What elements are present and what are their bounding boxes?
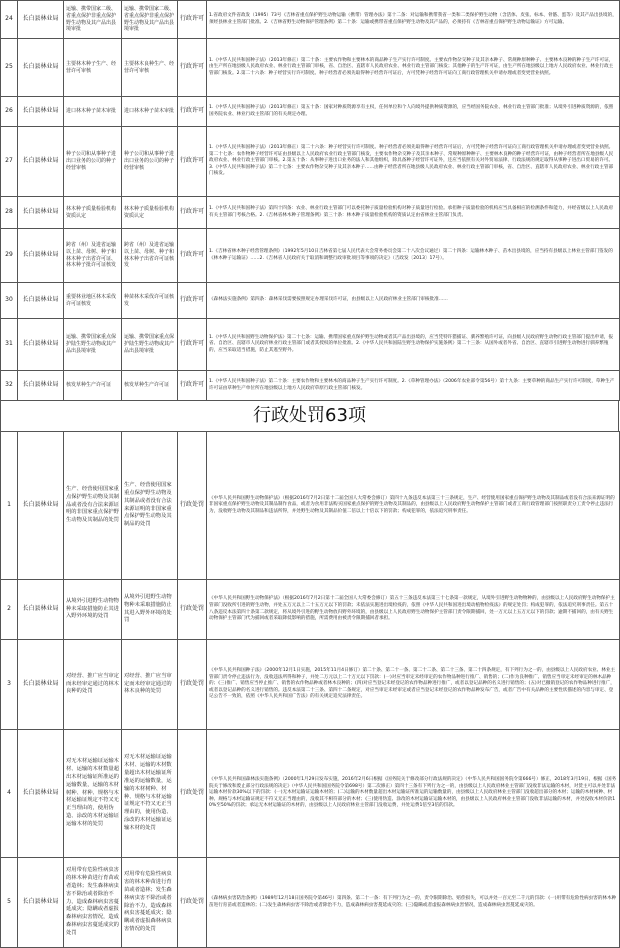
item-name: 主要林木种子生产、经营许可审核 [64,39,122,97]
table-row [1,127,620,197]
item-category: 行政处罚 [178,858,207,948]
legal-basis: 《中华人民共和国野生动物保护法》（根据2016年7月2日第十二届全国人大常委会修订）第四十九条违反本法第三十三条规定，生产、经营使用国家重点保护野生动物及其制品或者没有合法来源证明的非国家重点保护野生动物及其制品制作食品，或者为食用非法购买国家重点保护的野生动物及其制品的，由县级以上人民政府野生动物保护主管部门或者工商行政管理部门按照职责分工责令停止违法行为，没收野生动物及其制品和违法所得，并处野生动物及其制品价值二倍以上十倍以下的罚款；构成犯罪的，依法追究刑事责任。 [207,432,620,580]
row-number: 5 [1,858,18,948]
item-name: 运输、携带国家重点保护陆生野生动物或其产品出县境审批 [64,319,122,371]
item-name: 重要林业地区林木采伐许可证核发 [64,283,122,319]
row-number: 1 [1,432,18,580]
item-category: 行政许可 [178,127,207,197]
row-number: 4 [1,730,18,858]
legal-basis: 1.《吉林省林木种子经营管理条例》（1992年5月10日吉林省第七届人民代表大会常务委员会第二十八次会议通过）第二十四条：运输林木种子、苗木出县境的，应当持有县级以上林业主管部门签发的《林木种子运输证》……2.《吉林省人民政府关于取消和调整行政审批项目等事项的决定》（吉政发〔2013〕17号）。 [207,229,620,283]
item-category: 行政许可 [178,39,207,97]
item-name: 运输、携带国家二级、省重点保护非重点保护野生动物及其产品出县境审批 [64,1,122,39]
item-name: 从境外引进野生动物物种未采取措施防止其进入野外环境的处罚 [64,580,122,640]
table-row [1,1,620,39]
item-name: 对经营、推广应当审定而未经审定通过的林木良种的处罚 [64,640,122,730]
row-number: 24 [1,1,18,39]
row-number: 26 [1,97,18,127]
table-row [1,730,620,858]
table-row [1,39,620,97]
legal-basis: 《森林法实施条例》第四条：森林采伐需要按照规定办理采伐许可证，由县级以上人民政府林业主管部门审核批准…… [207,283,620,319]
department: 长白县林业局 [18,229,64,283]
row-number: 28 [1,197,18,229]
department: 长白县林业局 [18,432,64,580]
item-name: 跨省（州）及进省运输以上苗、母树、种子和林木种子出省许可证、林木种子批许可证核发 [64,229,122,283]
item-name: 对用带有危险性病虫害的林木种苗进行育苗或者造林；发生森林病虫害不除治或者除治不力，造成森林病虫害蔓延成灾；隐瞒或者虚报森林病虫害情况，造成森林病虫害蔓延成灾的处罚 [64,858,122,948]
legal-basis: 1.省政府文件省政发（1995）73号《吉林省重点保护野生动物运输（携带）管理办法》第十二条：对运输和携带我省一类和二类保护野生动物（含活体、皮张、标本、骨骼、蛋等）及其产品出县境的，须经县林业主管部门批准。2.《吉林省野生动物保护管理条例》第二十条：运输或携带省重点保护野生动物及其产品的，必须持有《吉林省重点保护野生动物运输证》方可运输。 [207,1,620,39]
item-category: 行政许可 [178,97,207,127]
table-row [1,283,620,319]
item-category: 行政处罚 [178,580,207,640]
department: 长白县林业局 [18,283,64,319]
table-row [1,319,620,371]
item-name: 种子公司和从事种子进出口业务的公司的种子经营审核 [64,127,122,197]
item-name: 进口林木种子苗木审批 [64,97,122,127]
item-subname: 对无木材运输证运输木材、运输的木材数量超出木材运输证所准运的运输数量，运输的木材树种、材种、规格与木材运输证规定不符又无正当理由的，使用伪造、涂改的木材运输证运输木材的处罚 [122,730,178,858]
department: 长白县林业局 [18,640,64,730]
table-row [1,197,620,229]
row-number: 2 [1,580,18,640]
item-subname: 对用带有危险性病虫害的林木种苗进行育苗或者造林；发生森林病虫害不除治或者除治不力，造成森林病虫害蔓延成灾；隐瞒或者虚报森林病虫害情况的处罚 [122,858,178,948]
row-number: 32 [1,371,18,401]
item-name: 对无木材运输证运输木材、运输的木材数量超出木材运输证所准运的运输数量，运输的木材树种、材种、规格与木材运输证规定不符又无正当理由的，使用伪造、涂改的木材运输证运输木材的处罚 [64,730,122,858]
department: 长白县林业局 [18,580,64,640]
table-row [1,640,620,730]
approval-table [0,0,620,401]
legal-basis: 《森林病虫害防治条例》（1989年12月18日国务院令第46号）第四条、第二十一条：有下列行为之一的，责令限期除治、赔偿损失，可以并处一百元至二千元的罚款：(一)用带有危险性病虫害的林木种苗进行育苗或者造林的；(二)发生森林病虫害不除治或者除治不力，造成森林病虫害蔓延成灾的；(三)隐瞒或者虚报森林病虫害情况，造成森林病虫害蔓延成灾的。 [207,858,620,948]
item-category: 行政处罚 [178,640,207,730]
item-category: 行政许可 [178,371,207,401]
legal-basis: 《中华人民共和国种子法》（2000年12月1日实施，2015年11月4日修订）第二十条、第二十一条、第二十二条、第二十三条、第二十四条规定，有下列行为之一的，由县级以上人民政府农业、林业主管部门责令停止违法行为，没收违法所得和种子，并处二万元以上二十万元以下罚款：(一)对应当审定未经审定的农作物品种进行推广、销售的；(二)作为良种推广、销售应当审定未经审定的林木品种的；(三)推广、销售应当停止推广、销售的农作物品种或者林木良种的；(四)对应当登记未经登记的农作物品种进行推广，或者以登记品种的名义进行销售的；(五)对已撤销登记的农作物品种进行推广，或者以登记品种的名义进行销售的。违反本法第二十三条、第四十二条规定，对应当审定未经审定或者应当登记未经登记的农作物品种发布广告，或者广告中有关品种的主要性状描述的内容与审定、登记公告不一致的，依照《中华人民共和国广告法》的有关规定追究法律责任。 [207,640,620,730]
table-row [1,580,620,640]
table-row [1,229,620,283]
department: 长白县林业局 [18,39,64,97]
legal-basis: 《中华人民共和国森林法实施条例》（2000年1月29日发布实施，2016年2月6日根据《国务院关于修改部分行政法规的决定》（中华人民共和国国务院令第666号）修正，2018年3月19日，根据《国务院关于修改和废止部分行政法规的决定》（中华人民共和国国务院令第698号）第二次修正）第四十三条有下列行为之一的，由县级以上人民政府林业主管部门没收非法运输的木材，对货主可以并处非法运输木材价款30%以下的罚款：(一)无木材运输证运输木材的；(二)运输的木材数量超出木材运输证所准运的运输数量的，由县级以上人民政府林业主管部门没收超出部分的木材；运输的木材树种、材种、规格与木材运输证规定不符又无正当理由的，没收其不相符部分的木材；(三)使用伪造、涂改的木材运输证运输木材的，由县级以上人民政府林业主管部门没收非法运输的木材，并处没收木材价款10%至50%的罚款；承运无木材运输证的木材的，由县级以上人民政府林业主管部门没收运费，并处运费1倍至3倍的罚款。 [207,730,620,858]
row-number: 31 [1,319,18,371]
item-category: 行政处罚 [178,730,207,858]
item-name: 核发草种生产许可证 [64,371,122,401]
legal-basis: 1.《中华人民共和国种子法》第二十条：主要农作物和主要林木的商品种子生产实行许可制度。2.《草种管理办法》（2006年农业部令第56号）第十九条：主要草种的商品生产实行许可制度，草种生产许可证由草种生产单位所在地县级以上地方人民政府草原行政主管部门核发。 [207,371,620,401]
item-subname: 核发草种生产许可证 [122,371,178,401]
item-category: 行政许可 [178,283,207,319]
department: 长白县林业局 [18,858,64,948]
table-row [1,432,620,580]
row-number: 30 [1,283,18,319]
row-number: 25 [1,39,18,97]
table-row [1,371,620,401]
item-subname: 跨省（州）及进省运输以上苗、母树、种子和林木种子出省许可证核发 [122,229,178,283]
item-category: 行政许可 [178,1,207,39]
department: 长白县林业局 [18,197,64,229]
row-number: 29 [1,229,18,283]
table-row [1,858,620,948]
item-subname: 生产、经营使用国家重点保护野生动物及其制品或者没有合法来源证明的非国家重点保护野生动物及其制品的处罚 [122,432,178,580]
department: 长白县林业局 [18,97,64,127]
legal-basis: 1.《中华人民共和国种子法》（2013年修正）第二十六条：种子经营实行许可制度。种子经营者必须先取得种子经营许可证后，方可凭种子经营许可证向工商行政管理机关申请办理或者变更营业执照。第二十七条：农作物种子经营许可证由县级以上人民政府农业行政主管部门核发，主要农作物杂交种子及其亲本种子、常规种原种种子、主要林木良种的种子经营许可证，由种子经营者所在地县级人民政府农业、林业行政主管部门审核。2.第五十条：从事种子进出口业务的法人和其他组织，除具备种子经营许可证外，还应当依照有关对外贸易法律、行政法规的规定取得从事种子进出口贸易的许可。3.《中华人民共和国种子法》第二十七条：主要农作物杂交种子及其亲本种子……由种子经营者所在地县级人民政府农业、林业行政主管部门审核，省、自治区、直辖市人民政府农业、林业行政主管部门核发。 [207,127,620,197]
item-subname: 林木种子质量检验机构资质认定 [122,197,178,229]
legal-basis: 1.《中华人民共和国种子法》（2013年修正）第二十条：主要农作物和主要林木的商品种子生产实行许可制度。主要农作物杂交种子及其亲本种子、常规种原种种子、主要林木良种的种子生产许可证，由生产所在地县级人民政府农业、林业行政主管部门审核，省、自治区、直辖市人民政府农业、林业行政主管部门核发；其他种子的生产许可证，由生产所在地县级以上地方人民政府农业、林业行政主管部门核发。2.第二十六条：种子经营实行许可制度。种子经营者必须先取得种子经营许可证后，方可凭种子经营许可证向工商行政管理机关申请办理或者变更营业执照。 [207,39,620,97]
item-subname: 种苗林木采伐许可证核发 [122,283,178,319]
item-category: 行政许可 [178,197,207,229]
department: 长白县林业局 [18,730,64,858]
item-category: 行政许可 [178,229,207,283]
item-name: 林木种子质量检验机构资质认定 [64,197,122,229]
item-subname: 运输、携带国家重点保护陆生野生动物或其产品出县境审批 [122,319,178,371]
penalty-table [0,431,620,948]
department: 长白县林业局 [18,371,64,401]
item-subname: 对经营、推广应当审定而未经审定通过的林木良种的处罚 [122,640,178,730]
department: 长白县林业局 [18,127,64,197]
item-name: 生产、经营使用国家重点保护野生动物及其制品或者没有合法来源证明的非国家重点保护野生动物及其制品的处罚 [64,432,122,580]
legal-basis: 1.《中华人民共和国野生动物保护法》第二十七条：运输、携带国家重点保护野生动物或者其产品出县境的，应当凭特许猎捕证、驯养繁殖许可证，向县级人民政府野生动物行政主管部门提出申请，报省、自治区、直辖市人民政府林业行政主管部门或者其授权的单位批准。2.《中华人民共和国陆生野生动物保护实施条例》第二十三条：从国外或者外省、自治区、直辖市引进野生动物进行驯养繁殖的，应当采取适当措施，防止其逃至野外。 [207,319,620,371]
legal-basis: 1.《中华人民共和国种子法》（2013年修正）第五十条：国家对种质资源享有主权，任何单位和个人向境外提供种质资源的，应当经国务院农业、林业行政主管部门批准；从境外引进种质资源的，依照国务院农业、林业行政主管部门的有关规定办理。 [207,97,620,127]
table-row [1,97,620,127]
legal-basis: 1.《中华人民共和国种子法》第四十四条：农业、林业行政主管部门可以委托种子质量检验机构对种子质量进行检验。承担种子质量检验的机构应当具备相应的检测条件和能力，并经省级以上人民政府有关主管部门考核合格。2.《吉林省林木种子管理条例》第三十条：林木种子质量检验机构的资质认定由省林业主管部门负责。 [207,197,620,229]
legal-basis: 《中华人民共和国野生动物保护法》（根据2016年7月2日第十二届全国人大常委会修订）第五十三条违反本法第三十七条第一款规定，从境外引进野生动物物种的，由县级以上人民政府野生动物保护主管部门没收所引进的野生动物，并处五万元以上二十五万元以下的罚款；未依法实施进出境检疫的，依照《中华人民共和国进出境动植物检疫法》的规定处罚；构成犯罪的，依法追究刑事责任。第五十八条违反本法第四十条第二款规定，将从境外引进的野生动物放归野外环境的，由县级以上人民政府野生动物保护主管部门责令限期捕回，处一万元以上五万元以下的罚款；逾期不捕回的，由有关野生动物保护主管部门代为捕回或者采取降低影响的措施，所需费用由被责令限期捕回者承担。 [207,580,620,640]
section-title: 行政处罚63项 [0,401,619,431]
row-number: 27 [1,127,18,197]
item-category: 行政处罚 [178,432,207,580]
item-subname: 主要林木良种生产、经营许可审核 [122,39,178,97]
item-category: 行政许可 [178,319,207,371]
item-subname: 进口林木种子苗木审批 [122,97,178,127]
row-number: 3 [1,640,18,730]
department: 长白县林业局 [18,1,64,39]
item-subname: 种子公司和从事种子进出口业务的公司的种子经营审核 [122,127,178,197]
item-subname: 运输、携带国家二级、省重点保护非重点保护野生动物及其产品出县境审批 [122,1,178,39]
item-subname: 从境外引进野生动物物种未采取措施防止其进入野外环境的处罚 [122,580,178,640]
department: 长白县林业局 [18,319,64,371]
